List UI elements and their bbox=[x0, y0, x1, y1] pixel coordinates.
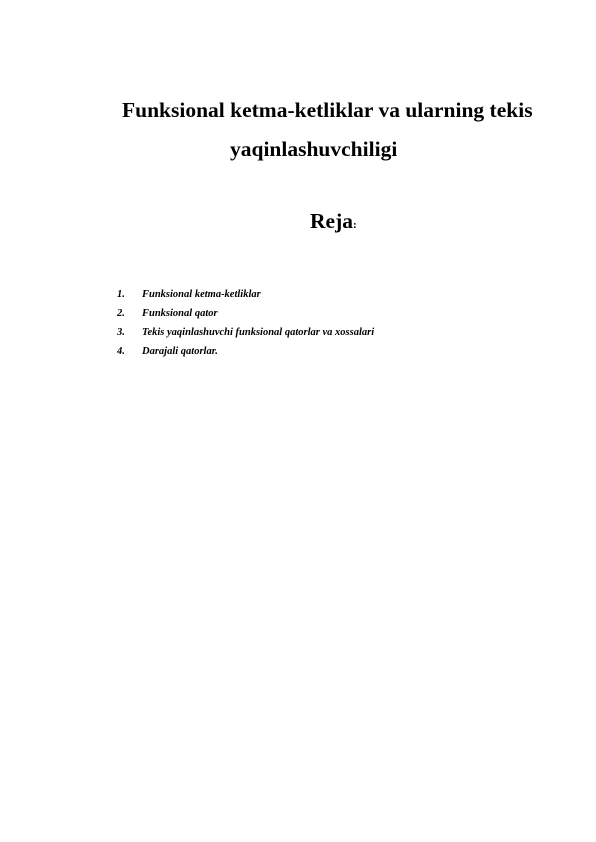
list-item-number: 3. bbox=[117, 327, 125, 338]
list-item bbox=[117, 323, 374, 342]
list-item-number: 2. bbox=[117, 308, 125, 319]
list-item-text: Funksional qator bbox=[142, 308, 218, 319]
list-item bbox=[117, 342, 374, 361]
list-item bbox=[117, 304, 374, 323]
plan-colon: : bbox=[352, 219, 357, 231]
list-item-text: Tekis yaqinlashuvchi funksional qatorlar va xossalari bbox=[142, 327, 375, 338]
plan-list bbox=[117, 285, 374, 361]
list-item-number: 4. bbox=[117, 346, 125, 357]
title-line-2: yaqinlashuvchiligi bbox=[230, 137, 398, 161]
list-item-text: Darajali qatorlar. bbox=[142, 346, 218, 357]
list-item bbox=[117, 285, 374, 304]
plan-label: Reja bbox=[310, 209, 353, 233]
list-item-text: Funksional ketma-ketliklar bbox=[142, 289, 261, 300]
plan-heading bbox=[310, 207, 357, 239]
list-item-number: 1. bbox=[117, 289, 125, 300]
title-line-1: Funksional ketma-ketliklar va ularning tekis bbox=[122, 98, 533, 122]
